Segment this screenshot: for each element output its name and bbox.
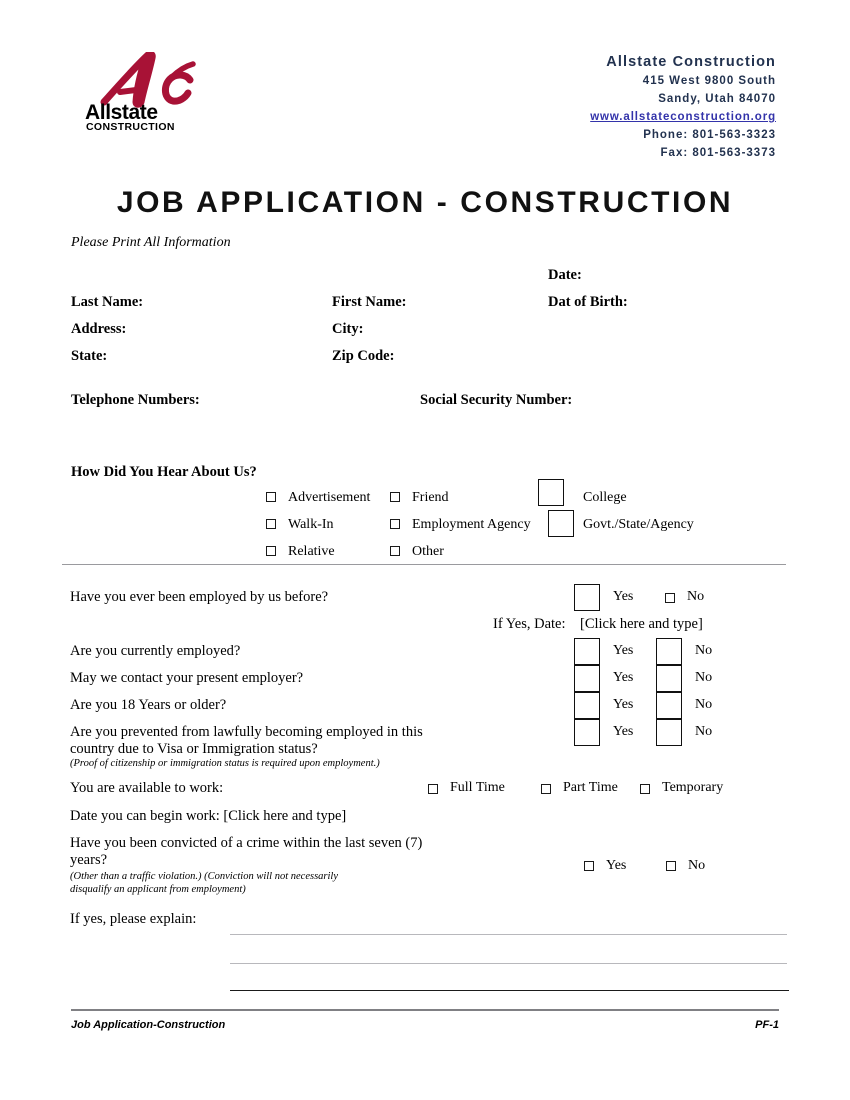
label-currently-employed-no: No [695, 643, 713, 658]
section-divider-top [62, 564, 786, 565]
date-of-birth-label: Dat of Birth: [548, 294, 628, 310]
question-contact-employer: May we contact your present employer? [70, 670, 304, 686]
label-visa-yes: Yes [613, 724, 634, 739]
checkbox-age-18-no[interactable] [656, 692, 682, 719]
checkbox-visa-no[interactable] [656, 719, 682, 746]
ssn-label: Social Security Number: [420, 392, 573, 408]
checkbox-age-18-yes[interactable] [574, 692, 600, 719]
question-employed-before: Have you ever been employed by us before? [70, 589, 329, 605]
label-convicted-no: No [688, 858, 706, 873]
label-age-18-yes: Yes [613, 697, 634, 712]
header-phone: Phone: 801-563-3323 [643, 129, 776, 141]
explain-line-3[interactable] [230, 990, 789, 991]
date-label: Date: [548, 267, 582, 283]
checkbox-contact-employer-yes[interactable] [574, 665, 600, 692]
label-convicted-yes: Yes [606, 858, 627, 873]
if-yes-date-value[interactable]: [Click here and type] [580, 616, 703, 632]
hear-about-heading: How Did You Hear About Us? [71, 464, 257, 480]
label-visa-no: No [695, 724, 713, 739]
checkbox-convicted-no[interactable] [666, 861, 676, 871]
city-label: City: [332, 321, 364, 337]
explain-line-2[interactable] [230, 963, 787, 964]
label-walk-in: Walk-In [288, 517, 334, 532]
question-age-18: Are you 18 Years or older? [70, 697, 227, 713]
company-logo [84, 52, 204, 138]
label-part-time: Part Time [563, 780, 618, 795]
question-visa-line1: Are you prevented from lawfully becoming employed in this [70, 724, 423, 740]
footer-page-code: PF-1 [755, 1019, 779, 1031]
checkbox-employed-before-no[interactable] [665, 593, 675, 603]
checkbox-part-time[interactable] [541, 784, 551, 794]
header-address-line1: 415 West 9800 South [642, 75, 776, 87]
checkbox-friend[interactable] [390, 492, 400, 502]
checkbox-employment-agency[interactable] [390, 519, 400, 529]
checkbox-contact-employer-no[interactable] [656, 665, 682, 692]
header-contact-block [590, 52, 776, 162]
label-availability: You are available to work: [70, 780, 224, 796]
question-convicted-line2: years? [70, 852, 108, 868]
footer-document-name: Job Application-Construction [71, 1019, 226, 1031]
label-full-time: Full Time [450, 780, 505, 795]
label-employed-before-yes: Yes [613, 589, 634, 604]
checkbox-currently-employed-yes[interactable] [574, 638, 600, 665]
label-employed-before-no: No [687, 589, 705, 604]
convicted-note-line1: (Other than a traffic violation.) (Conviction will not necessarily [70, 871, 339, 882]
checkbox-walk-in[interactable] [266, 519, 276, 529]
begin-work-field[interactable]: Date you can begin work: [Click here and type] [70, 808, 347, 824]
if-yes-date-label: If Yes, Date: [493, 616, 566, 632]
label-contact-employer-no: No [695, 670, 713, 685]
first-name-label: First Name: [332, 294, 407, 310]
logo-company-subtitle: CONSTRUCTION [86, 121, 175, 133]
checkbox-govt-state-agency[interactable] [548, 510, 574, 537]
label-temporary: Temporary [662, 780, 724, 795]
checkbox-full-time[interactable] [428, 784, 438, 794]
label-relative: Relative [288, 544, 335, 559]
checkbox-convicted-yes[interactable] [584, 861, 594, 871]
logo-company-name: Allstate [85, 101, 158, 124]
label-govt-state-agency: Govt./State/Agency [583, 517, 694, 532]
convicted-note-line2: disqualify an applicant from employment) [70, 884, 246, 895]
checkbox-college[interactable] [538, 479, 564, 506]
header-website-link[interactable]: www.allstateconstruction.org [590, 111, 776, 123]
header-address-line2: Sandy, Utah 84070 [658, 93, 776, 105]
label-currently-employed-yes: Yes [613, 643, 634, 658]
label-advertisement: Advertisement [288, 490, 371, 505]
last-name-label: Last Name: [71, 294, 144, 310]
label-age-18-no: No [695, 697, 713, 712]
checkbox-visa-yes[interactable] [574, 719, 600, 746]
label-college: College [583, 490, 627, 505]
checkbox-temporary[interactable] [640, 784, 650, 794]
checkbox-other[interactable] [390, 546, 400, 556]
checkbox-advertisement[interactable] [266, 492, 276, 502]
header-company-name: Allstate Construction [606, 54, 776, 70]
label-friend: Friend [412, 490, 449, 505]
checkbox-currently-employed-no[interactable] [656, 638, 682, 665]
visa-note: (Proof of citizenship or immigration status is required upon employment.) [70, 758, 380, 769]
telephone-label: Telephone Numbers: [71, 392, 200, 408]
page-title: JOB APPLICATION - CONSTRUCTION [116, 186, 734, 219]
header-fax: Fax: 801-563-3373 [660, 147, 776, 159]
checkbox-employed-before-yes[interactable] [574, 584, 600, 611]
print-instruction: Please Print All Information [71, 235, 231, 250]
question-currently-employed: Are you currently employed? [70, 643, 241, 659]
question-convicted-line1: Have you been convicted of a crime within the last seven (7) [70, 835, 423, 851]
ac-monogram-icon [94, 52, 204, 108]
explain-line-1[interactable] [230, 934, 787, 935]
explain-label: If yes, please explain: [70, 911, 197, 927]
checkbox-relative[interactable] [266, 546, 276, 556]
label-employment-agency: Employment Agency [412, 517, 531, 532]
zip-code-label: Zip Code: [332, 348, 395, 364]
address-label: Address: [71, 321, 127, 337]
label-other: Other [412, 544, 444, 559]
question-visa-line2: country due to Visa or Immigration status? [70, 741, 318, 757]
label-contact-employer-yes: Yes [613, 670, 634, 685]
footer-divider [71, 1009, 779, 1011]
state-label: State: [71, 348, 108, 364]
